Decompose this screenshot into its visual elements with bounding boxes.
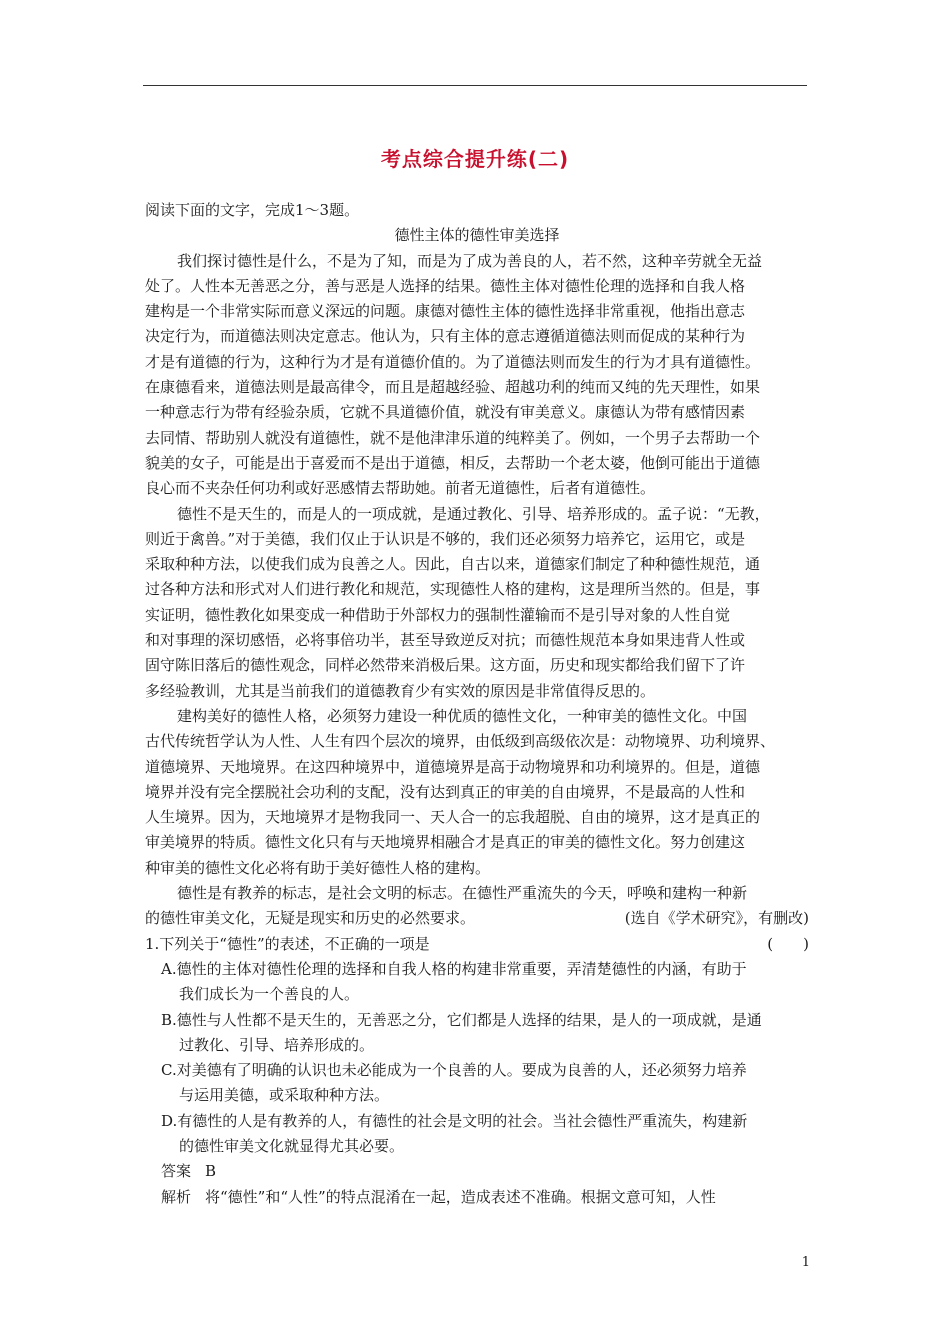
passage-line: 采取种种方法，以使我们成为良善之人。因此，自古以来，道德家们制定了种种德性规范，通 [145, 555, 761, 574]
analysis-label: 解析 [161, 1187, 192, 1206]
option-d: D.有德性的人是有教养的人，有德性的社会是文明的社会。当社会德性严重流失，构建新 [161, 1111, 748, 1130]
option-b: B.德性与人性都不是天生的，无善恶之分，它们都是人选择的结果，是人的一项成就，是通 [161, 1010, 762, 1029]
article-title: 德性主体的德性审美选择 [394, 226, 560, 245]
answer-label: 答案 [161, 1162, 192, 1181]
passage-line: 德性是有教养的标志，是社会文明的标志。在德性严重流失的今天，呼唤和建构一种新 [177, 884, 748, 903]
option-c-cont: 与运用美德，或采取种种方法。 [179, 1086, 390, 1105]
header-rule [143, 85, 807, 86]
passage-line: 审美境界的特质。德性文化只有与天地境界相融合才是真正的审美的德性文化。努力创建这 [145, 833, 746, 852]
question-stem-row [145, 932, 809, 957]
option-b-cont: 过教化、引导、培养形成的。 [179, 1035, 375, 1054]
option-c: C.对美德有了明确的认识也未必能成为一个良善的人。要成为良善的人，还必须努力培养 [161, 1061, 747, 1080]
passage-line: 则近于禽兽。”对于美德，我们仅止于认识是不够的，我们还必须努力培养它，运用它，或是 [145, 529, 746, 548]
passage-line: 道德境界、天地境界。在这四种境界中，道德境界是高于动物境界和功利境界的。但是，道德 [145, 757, 761, 776]
passage-line: 和对事理的深切感悟，必将事倍功半，甚至导致逆反对抗；而德性规范本身如果违背人性或 [145, 631, 746, 650]
source-note: (选自《学术研究》，有删改) [624, 909, 809, 928]
passage-line: 人生境界。因为，天地境界才是物我同一、天人合一的忘我超脱、自由的境界，这才是真正的 [145, 808, 761, 827]
instruction: 阅读下面的文字，完成1～3题。 [145, 201, 360, 219]
passage-line: 建构美好的德性人格，必须努力建设一种优质的德性文化，一种审美的德性文化。中国 [177, 706, 748, 725]
passage-line: 古代传统哲学认为人性、人生有四个层次的境界，由低级到高级依次是：动物境界、功利境界、 [145, 732, 776, 751]
question-stem: 1.下列关于“德性”的表述，不正确的一项是 [145, 934, 430, 953]
passage-line: 去同情、帮助别人就没有道德性，就不是他津津乐道的纯粹美了。例如，一个男子去帮助一个 [145, 428, 761, 447]
passage-line: 境界并没有完全摆脱社会功利的支配，没有达到真正的审美的自由境界，不是最高的人性和 [145, 782, 746, 801]
page-number: 1 [801, 1255, 810, 1270]
answer-line [145, 1159, 809, 1184]
passage-line: 处了。人性本无善恶之分，善与恶是人选择的结果。德性主体对德性伦理的选择和自我人格 [145, 276, 746, 295]
passage-line: 良心而不夹杂任何功利或好恶感情去帮助她。前者无道德性，后者有道德性。 [145, 479, 656, 498]
document-body [145, 198, 809, 1210]
passage-line: 德性不是天生的，而是人的一项成就，是通过教化、引导、培养形成的。孟子说：“无教， [177, 504, 770, 523]
passage-line: 固守陈旧落后的德性观念，同样必然带来消极后果。这方面，历史和现实都给我们留下了许 [145, 656, 746, 675]
option-a: A.德性的主体对德性伦理的选择和自我人格的构建非常重要，弄清楚德性的内涵，有助于 [161, 959, 747, 978]
analysis-line [145, 1185, 809, 1210]
analysis-text: 将“德性”和“人性”的特点混淆在一起，造成表述不准确。根据文意可知，人性 [205, 1187, 716, 1206]
option-d-cont: 的德性审美文化就显得尤其必要。 [179, 1136, 405, 1155]
passage-line: 一种意志行为带有经验杂质，它就不具道德价值，就没有审美意义。康德认为带有感情因素 [145, 403, 746, 422]
answer-value: B [205, 1162, 217, 1181]
passage-last-line [145, 906, 809, 931]
passage-line: 在康德看来，道德法则是最高律令，而且是超越经验、超越功利的纯而又纯的先天理性，如果 [145, 378, 761, 397]
passage-line: 过各种方法和形式对人们进行教化和规范，实现德性人格的建构，这是理所当然的。但是，事 [145, 580, 761, 599]
passage-line: 才是有道德的行为，这种行为才是有道德价值的。为了道德法则而发生的行为才具有道德性。 [145, 352, 761, 371]
passage-line: 多经验教训，尤其是当前我们的道德教育少有实效的原因是非常值得反思的。 [145, 681, 656, 700]
passage-line: 貌美的女子，可能是出于喜爱而不是出于道德，相反，去帮助一个老太婆，他倒可能出于道德 [145, 453, 761, 472]
passage-line: 实证明，德性教化如果变成一种借助于外部权力的强制性灌输而不是引导对象的人性自觉 [145, 605, 731, 624]
passage-line: 的德性审美文化，无疑是现实和历史的必然要求。 [145, 909, 476, 928]
passage-line: 决定行为，而道德法则决定意志。他认为，只有主体的意志遵循道德法则而促成的某种行为 [145, 327, 746, 346]
passage-line: 我们探讨德性是什么，不是为了知，而是为了成为善良的人，若不然，这种辛劳就全无益 [177, 251, 763, 270]
answer-blank: ( ) [767, 934, 809, 953]
passage-line: 种审美的德性文化必将有助于美好德性人格的建构。 [145, 858, 491, 877]
page-title: 考点综合提升练(二) [380, 147, 570, 171]
option-a-cont: 我们成长为一个善良的人。 [179, 985, 360, 1004]
passage-line: 建构是一个非常实际而意义深远的问题。康德对德性主体的德性选择非常重视，他指出意志 [145, 302, 746, 321]
